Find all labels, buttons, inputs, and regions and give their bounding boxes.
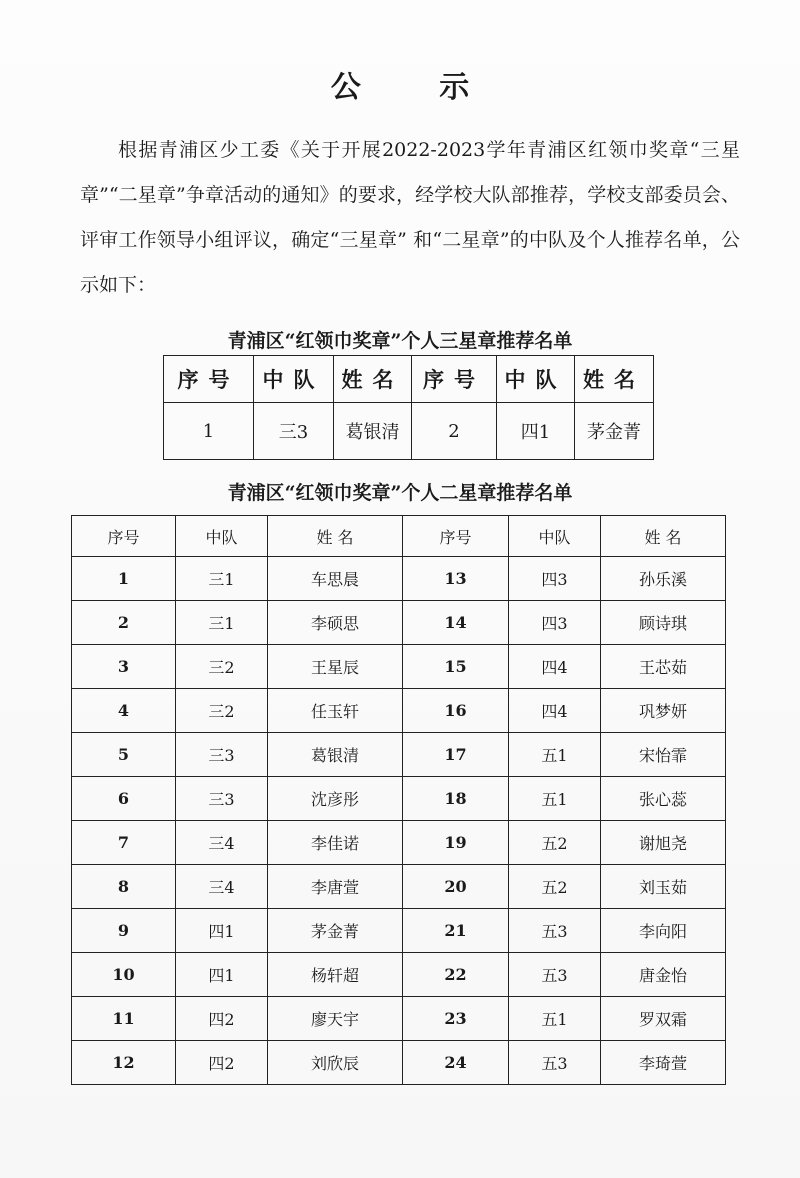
table-cell: 5: [72, 733, 176, 777]
table-cell: 三3: [176, 777, 268, 821]
table-cell: 五3: [509, 1041, 601, 1085]
table-cell: 三2: [176, 645, 268, 689]
column-header: 姓 名: [601, 516, 726, 557]
page-title: 公 示: [330, 70, 504, 105]
three-star-table: [163, 355, 654, 460]
table-cell: 4: [72, 689, 176, 733]
table-row: [72, 601, 726, 645]
table-cell: 葛银清: [334, 403, 412, 460]
table-cell: 李佳诺: [268, 821, 403, 865]
table-cell: 15: [403, 645, 509, 689]
table-header-row: [164, 356, 654, 403]
table-cell: 茅金菁: [268, 909, 403, 953]
table-cell: 四2: [176, 1041, 268, 1085]
table-cell: 三1: [176, 557, 268, 601]
table-row: [72, 821, 726, 865]
column-header: 姓 名: [268, 516, 403, 557]
table-cell: 三1: [176, 601, 268, 645]
table-cell: 三4: [176, 821, 268, 865]
table-row: [72, 865, 726, 909]
intro-paragraph: 根据青浦区少工委《关于开展2022-2023学年青浦区红领巾奖章“三星章”“二星章”争章活动的通知》的要求，经学校大队部推荐，学校支部委员会、评审工作领导小组评议，确定“三星章” 和“二星章”的中队及个人推荐名单，公示如下：: [80, 139, 740, 296]
table-cell: 1: [164, 403, 254, 460]
table-cell: 王星辰: [268, 645, 403, 689]
table-cell: 罗双霜: [601, 997, 726, 1041]
table-cell: 14: [403, 601, 509, 645]
table-cell: 王芯茹: [601, 645, 726, 689]
table-cell: 23: [403, 997, 509, 1041]
table-cell: 2: [72, 601, 176, 645]
column-header: 中队: [176, 516, 268, 557]
table-cell: 24: [403, 1041, 509, 1085]
table-cell: 李向阳: [601, 909, 726, 953]
column-header: 姓名: [575, 356, 654, 403]
column-header: 中队: [497, 356, 575, 403]
table-cell: 6: [72, 777, 176, 821]
column-header: 中队: [509, 516, 601, 557]
table-cell: 2: [412, 403, 497, 460]
table-cell: 四1: [176, 953, 268, 997]
table-row: [72, 689, 726, 733]
table-cell: 20: [403, 865, 509, 909]
table-cell: 五1: [509, 733, 601, 777]
table-row: [72, 997, 726, 1041]
table-cell: 21: [403, 909, 509, 953]
table-cell: 杨轩超: [268, 953, 403, 997]
table-cell: 10: [72, 953, 176, 997]
table-cell: 四3: [509, 557, 601, 601]
table-cell: 刘欣辰: [268, 1041, 403, 1085]
table-cell: 顾诗琪: [601, 601, 726, 645]
table-cell: 四1: [176, 909, 268, 953]
table-cell: 李琦萱: [601, 1041, 726, 1085]
table-cell: 18: [403, 777, 509, 821]
table-cell: 五3: [509, 909, 601, 953]
table-cell: 四4: [509, 689, 601, 733]
table-header-row: [72, 516, 726, 557]
column-header: 中队: [254, 356, 334, 403]
table-cell: 三3: [254, 403, 334, 460]
table-cell: 李硕思: [268, 601, 403, 645]
table-row: [72, 557, 726, 601]
table-cell: 唐金怡: [601, 953, 726, 997]
table-cell: 茅金菁: [575, 403, 654, 460]
table-cell: 16: [403, 689, 509, 733]
table-cell: 谢旭尧: [601, 821, 726, 865]
table-cell: 9: [72, 909, 176, 953]
two-star-table: [71, 515, 726, 1085]
three-star-table-caption: 青浦区“红领巾奖章”个人三星章推荐名单: [227, 330, 573, 352]
table-cell: 四1: [497, 403, 575, 460]
column-header: 序号: [72, 516, 176, 557]
column-header: 姓名: [334, 356, 412, 403]
column-header: 序号: [403, 516, 509, 557]
table-cell: 宋怡霏: [601, 733, 726, 777]
table-cell: 五2: [509, 865, 601, 909]
table-cell: 22: [403, 953, 509, 997]
table-cell: 12: [72, 1041, 176, 1085]
table-cell: 19: [403, 821, 509, 865]
table-row: [72, 777, 726, 821]
table-cell: 3: [72, 645, 176, 689]
table-cell: 车思晨: [268, 557, 403, 601]
two-star-table-caption: 青浦区“红领巾奖章”个人二星章推荐名单: [227, 482, 573, 504]
table-cell: 李唐萱: [268, 865, 403, 909]
table-cell: 五3: [509, 953, 601, 997]
table-cell: 四3: [509, 601, 601, 645]
table-cell: 任玉轩: [268, 689, 403, 733]
table-cell: 五1: [509, 997, 601, 1041]
table-cell: 四2: [176, 997, 268, 1041]
table-row: [72, 645, 726, 689]
table-cell: 五1: [509, 777, 601, 821]
table-cell: 8: [72, 865, 176, 909]
table-cell: 沈彦彤: [268, 777, 403, 821]
table-cell: 廖天宇: [268, 997, 403, 1041]
table-row: [72, 733, 726, 777]
table-cell: 1: [72, 557, 176, 601]
table-cell: 11: [72, 997, 176, 1041]
column-header: 序号: [412, 356, 497, 403]
table-cell: 刘玉茹: [601, 865, 726, 909]
table-row: [72, 1041, 726, 1085]
table-cell: 三3: [176, 733, 268, 777]
table-row: [164, 403, 654, 460]
table-cell: 葛银清: [268, 733, 403, 777]
table-cell: 张心蕊: [601, 777, 726, 821]
table-row: [72, 953, 726, 997]
table-row: [72, 909, 726, 953]
column-header: 序号: [164, 356, 254, 403]
table-cell: 17: [403, 733, 509, 777]
table-cell: 7: [72, 821, 176, 865]
table-cell: 五2: [509, 821, 601, 865]
table-cell: 三2: [176, 689, 268, 733]
table-cell: 巩梦妍: [601, 689, 726, 733]
table-cell: 孙乐溪: [601, 557, 726, 601]
table-cell: 三4: [176, 865, 268, 909]
table-cell: 13: [403, 557, 509, 601]
table-cell: 四4: [509, 645, 601, 689]
